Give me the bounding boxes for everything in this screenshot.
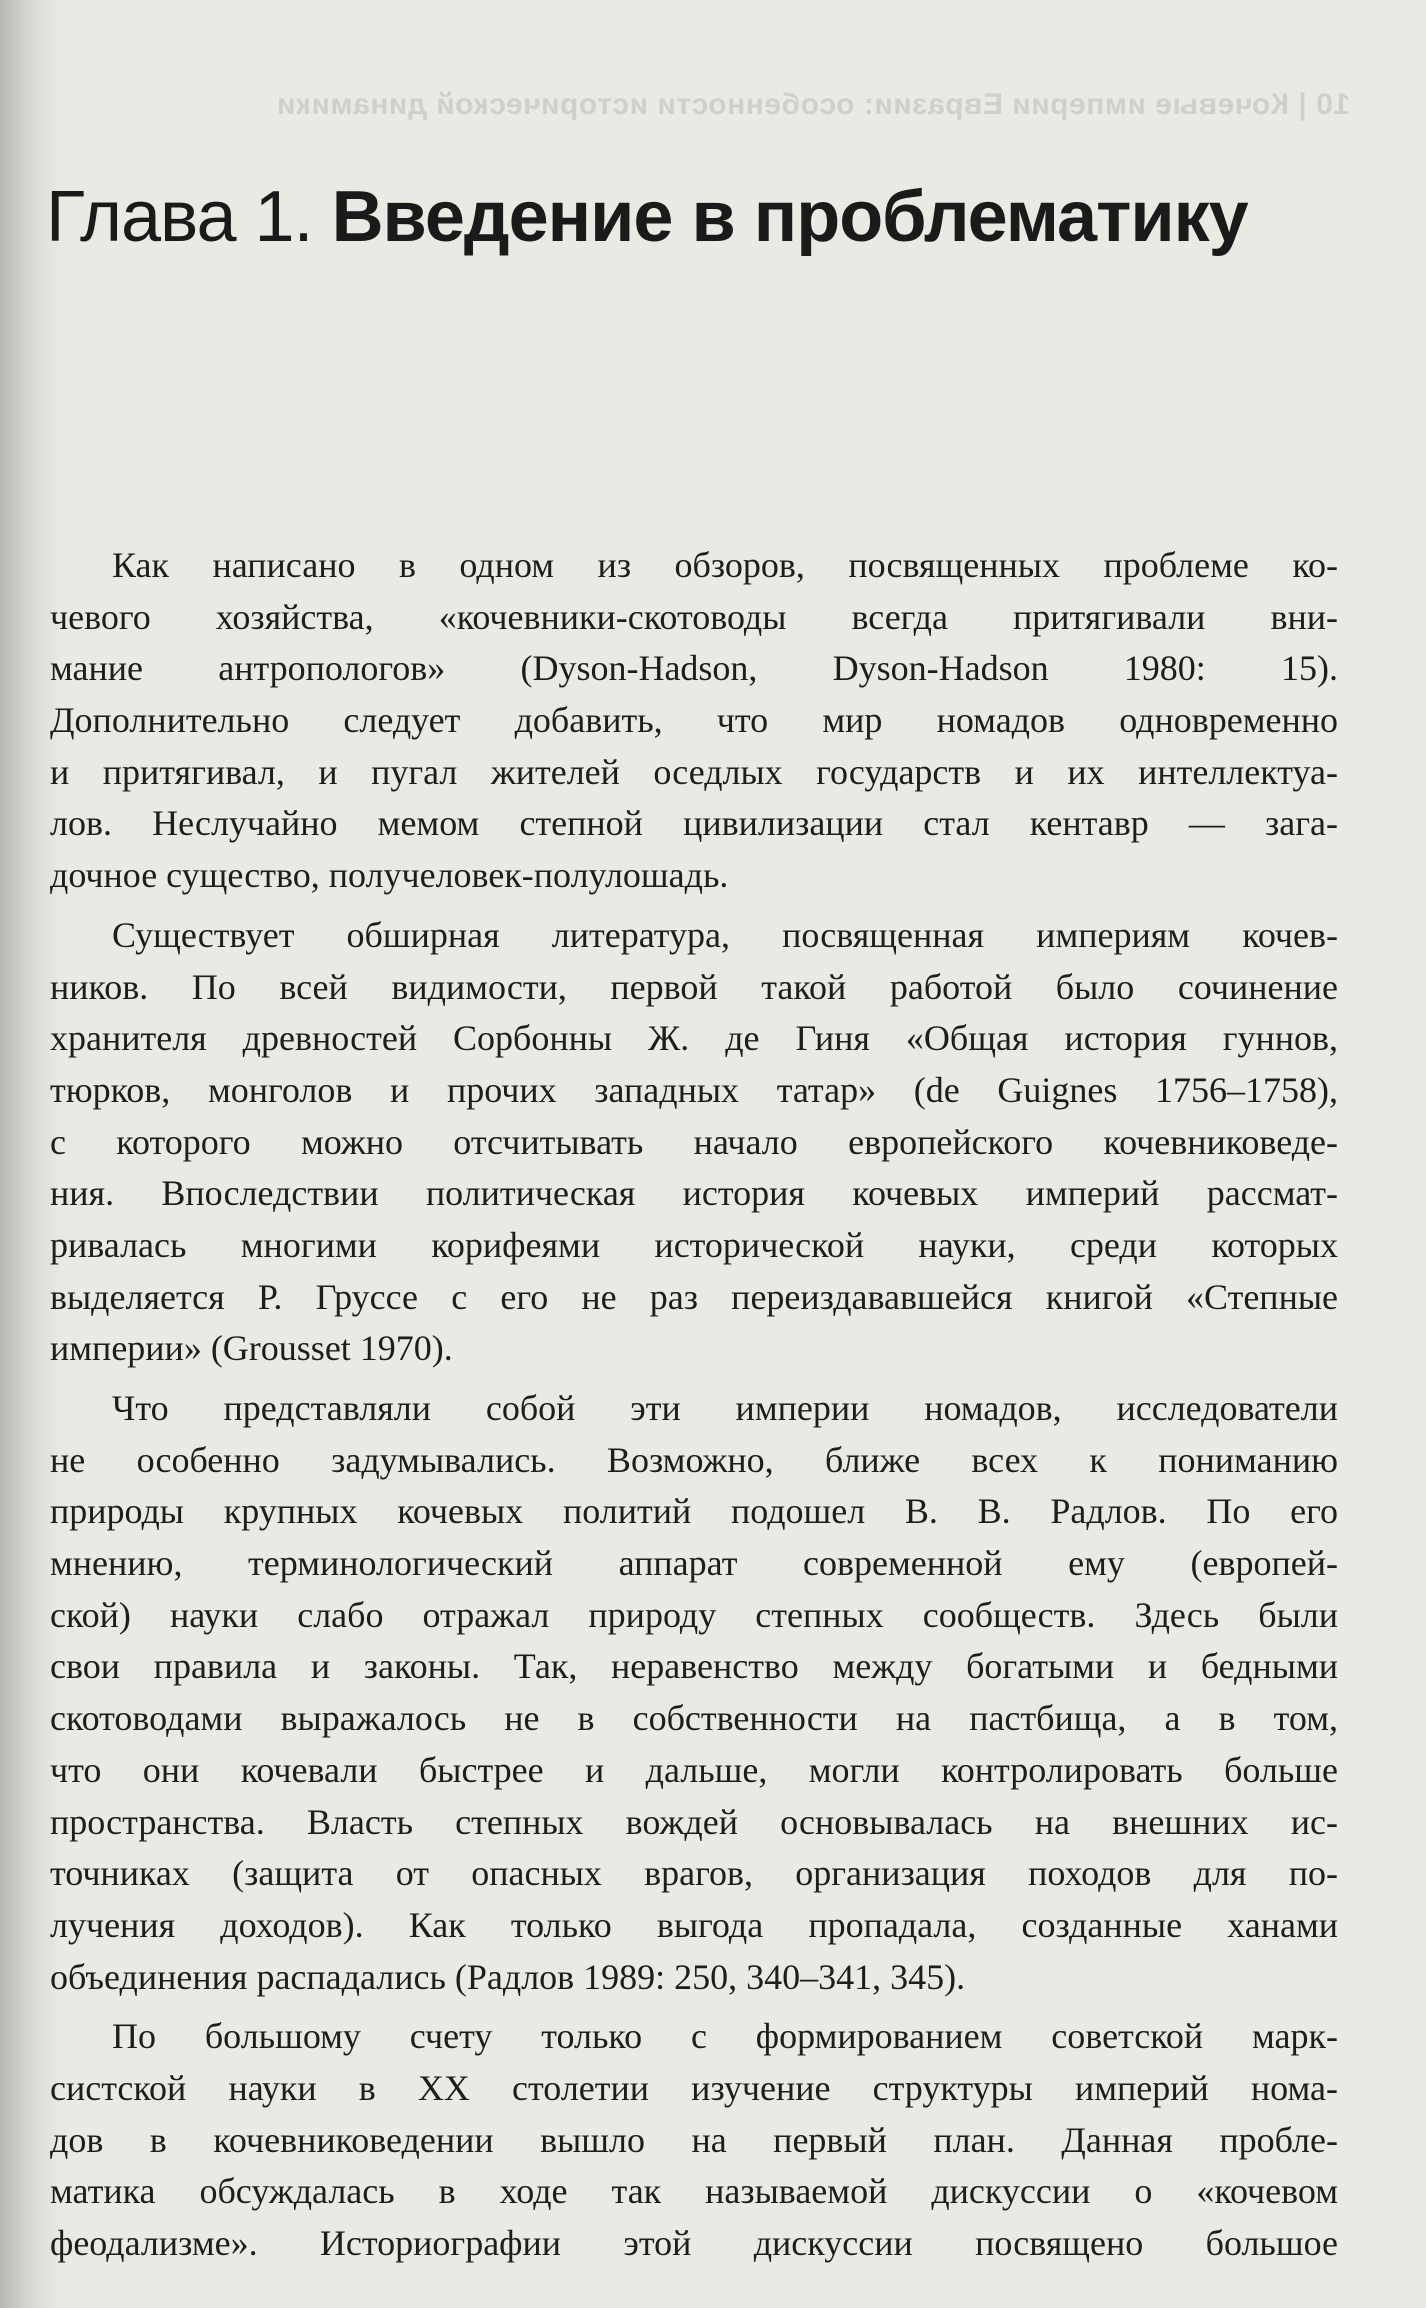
paragraph-4 bbox=[50, 2011, 1338, 2269]
text-line: дов в кочевниковедении вышло на первый план. Данная пробле- bbox=[50, 2119, 1338, 2160]
text-line: ников. По всей видимости, первой такой работой было сочинение bbox=[50, 966, 1338, 1007]
chapter-number: Глава 1. bbox=[46, 177, 313, 257]
text-line: скотоводами выражалось не в собственности на пастбища, а в том, bbox=[50, 1698, 1338, 1739]
text-line: По большому счету только с формированием советской марк- bbox=[112, 2016, 1338, 2057]
body-text bbox=[50, 540, 1338, 2270]
text-line: мание антропологов» (Dyson-Hadson, Dyson-Hadson 1980: 15). bbox=[50, 648, 1338, 689]
text-line: лучения доходов). Как только выгода пропадала, созданные ханами bbox=[50, 1904, 1338, 1945]
text-line: пространства. Власть степных вождей основывалась на внешних ис- bbox=[50, 1801, 1338, 1842]
text-line: мнению, терминологический аппарат современной ему (европей- bbox=[50, 1543, 1338, 1584]
text-line: не особенно задумывались. Возможно, ближе всех к пониманию bbox=[50, 1439, 1338, 1480]
text-line: что они кочевали быстрее и дальше, могли контролировать больше bbox=[50, 1749, 1338, 1790]
text-line: выделяется Р. Груссе с его не раз переиздававшейся книгой «Степные bbox=[50, 1276, 1338, 1317]
text-line: и притягивал, и пугал жителей оседлых государств и их интеллектуа- bbox=[50, 751, 1338, 792]
text-line: лов. Неслучайно мемом степной цивилизации стал кентавр — зага- bbox=[50, 803, 1338, 844]
text-line: Как написано в одном из обзоров, посвященных проблеме ко- bbox=[112, 545, 1338, 585]
text-line: объединения распадались (Радлов 1989: 250, 340–341, 345). bbox=[50, 1956, 966, 1997]
paragraph-3 bbox=[50, 1383, 1338, 2003]
chapter-title bbox=[46, 172, 1346, 262]
text-line: точниках (защита от опасных врагов, организация походов для по- bbox=[50, 1853, 1338, 1894]
text-line: тюрков, монголов и прочих западных татар» (de Guignes 1756–1758), bbox=[50, 1069, 1338, 1110]
text-line: ния. Впоследствии политическая история кочевых империй рассмат- bbox=[50, 1173, 1338, 1214]
bleed-through-running-head: 10 | Кочевые империи Евразии: особенности исторической динамики bbox=[276, 88, 1350, 121]
text-line: чевого хозяйства, «кочевники-скотоводы всегда притягивали вни- bbox=[50, 596, 1338, 637]
paragraph-1 bbox=[50, 540, 1338, 902]
paragraph-2 bbox=[50, 910, 1338, 1375]
text-line: свои правила и законы. Так, неравенство между богатыми и бедными bbox=[50, 1646, 1338, 1687]
text-line: природы крупных кочевых политий подошел В. В. Радлов. По его bbox=[50, 1491, 1338, 1532]
text-line: феодализме». Историографии этой дискуссии посвящено большое bbox=[50, 2223, 1338, 2263]
text-line: матика обсуждалась в ходе так называемой дискуссии о «кочевом bbox=[50, 2171, 1338, 2212]
text-line: систской науки в XX столетии изучение структуры империй нома- bbox=[50, 2067, 1338, 2108]
text-line: дочное существо, получеловек-полулошадь. bbox=[50, 855, 729, 896]
text-line: Дополнительно следует добавить, что мир номадов одновременно bbox=[50, 700, 1338, 741]
text-line: с которого можно отсчитывать начало европейского кочевниковеде- bbox=[50, 1121, 1338, 1162]
text-line: ривалась многими корифеями исторической науки, среди которых bbox=[50, 1224, 1338, 1265]
chapter-name: Введение в проблематику bbox=[331, 177, 1248, 257]
text-line: империи» (Grousset 1970). bbox=[50, 1328, 453, 1369]
text-line: Что представляли собой эти империи номадов, исследователи bbox=[112, 1388, 1338, 1428]
text-line: Существует обширная литература, посвященная империям кочев- bbox=[112, 914, 1338, 955]
text-line: ской) науки слабо отражал природу степных сообществ. Здесь были bbox=[50, 1594, 1338, 1635]
text-line: хранителя древностей Сорбонны Ж. де Гиня «Общая история гуннов, bbox=[50, 1018, 1338, 1059]
